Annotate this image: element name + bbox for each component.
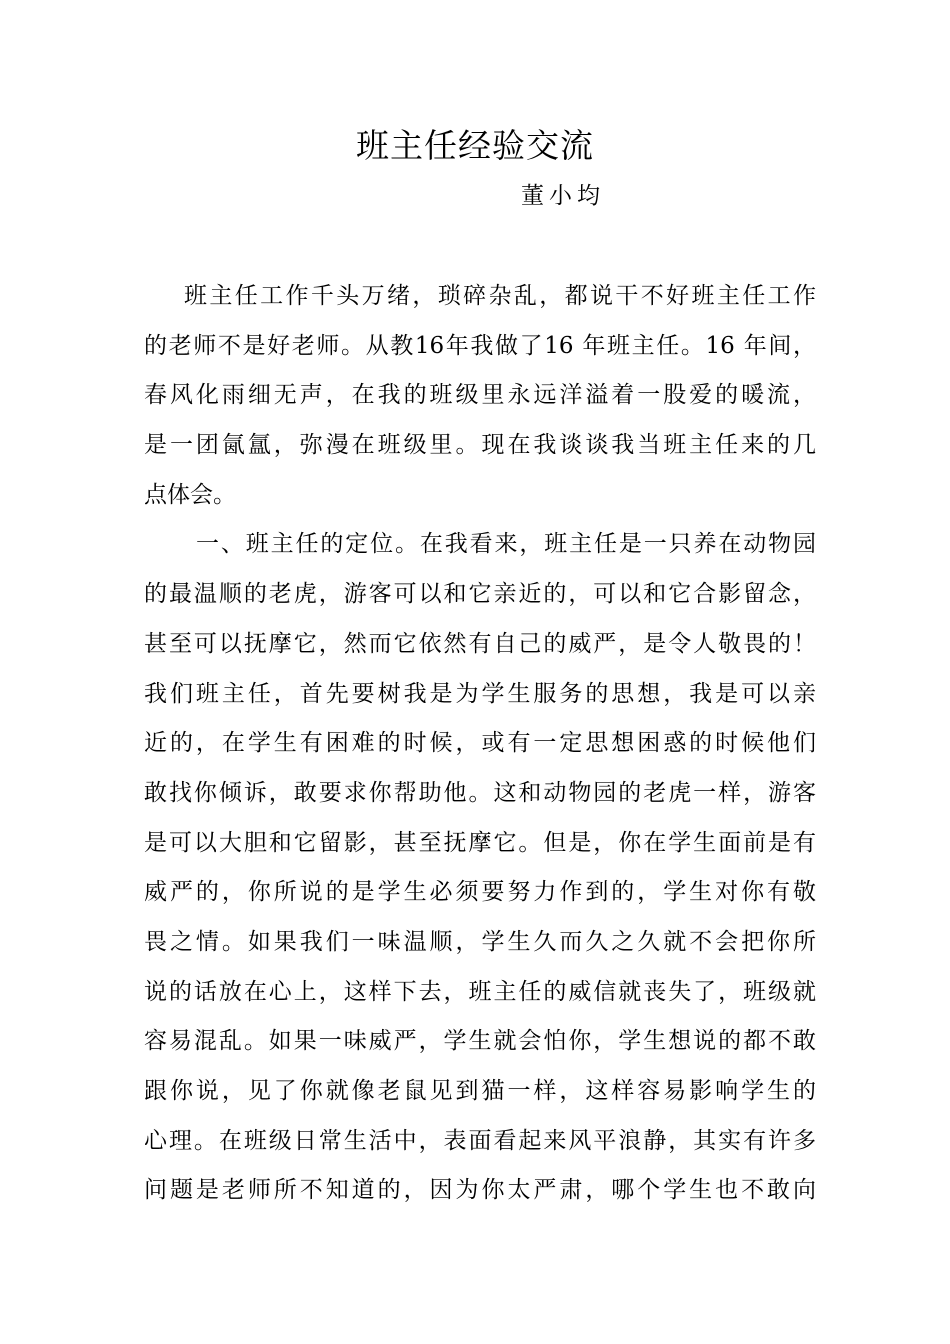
text-line: 问题是老师所不知道的，因为你太严肃，哪个学生也不敢向 <box>144 1177 816 1204</box>
text-line: 我们班主任，首先要树我是为学生服务的思想，我是可以亲 <box>144 680 816 707</box>
text-line: 一、班主任的定位。在我看来，班主任是一只养在动物园 <box>196 531 816 558</box>
text-line: 敢找你倾诉，敢要求你帮助他。这和动物园的老虎一样，游客 <box>144 779 816 806</box>
text-line: 是一团氤氲，弥漫在班级里。现在我谈谈我当班主任来的几 <box>144 432 816 459</box>
text-line: 甚至可以抚摩它，然而它依然有自己的威严，是令人敬畏的！ <box>144 630 816 657</box>
text-line: 近的，在学生有困难的时候，或有一定思想困惑的时候他们 <box>144 730 816 757</box>
text-line: 心理。在班级日常生活中，表面看起来风平浪静，其实有许多 <box>144 1127 816 1154</box>
text-line: 说的话放在心上，这样下去，班主任的威信就丧失了，班级就 <box>144 978 816 1005</box>
text-line: 的老师不是好老师。从教16年我做了16 年班主任。16 年间， <box>144 332 816 359</box>
document-body <box>144 272 816 1216</box>
text-line: 威严的，你所说的是学生必须要努力作到的，学生对你有敬 <box>144 879 816 906</box>
document-author: 董小均 <box>521 183 605 209</box>
document-title: 班主任经验交流 <box>356 126 594 165</box>
text-line: 春风化雨细无声，在我的班级里永远洋溢着一股爱的暖流， <box>144 382 816 409</box>
text-line: 的最温顺的老虎，游客可以和它亲近的，可以和它合影留念， <box>144 581 816 608</box>
text-line: 点体会。 <box>144 481 236 508</box>
text-line: 班主任工作千头万绪，琐碎杂乱，都说干不好班主任工作 <box>184 283 816 309</box>
text-line: 容易混乱。如果一味威严，学生就会怕你，学生想说的都不敢 <box>144 1028 816 1055</box>
text-line: 畏之情。如果我们一味温顺，学生久而久之久就不会把你所 <box>144 928 816 955</box>
text-line: 跟你说，见了你就像老鼠见到猫一样，这样容易影响学生的 <box>144 1078 816 1104</box>
text-line: 是可以大胆和它留影，甚至抚摩它。但是，你在学生面前是有 <box>144 829 816 856</box>
